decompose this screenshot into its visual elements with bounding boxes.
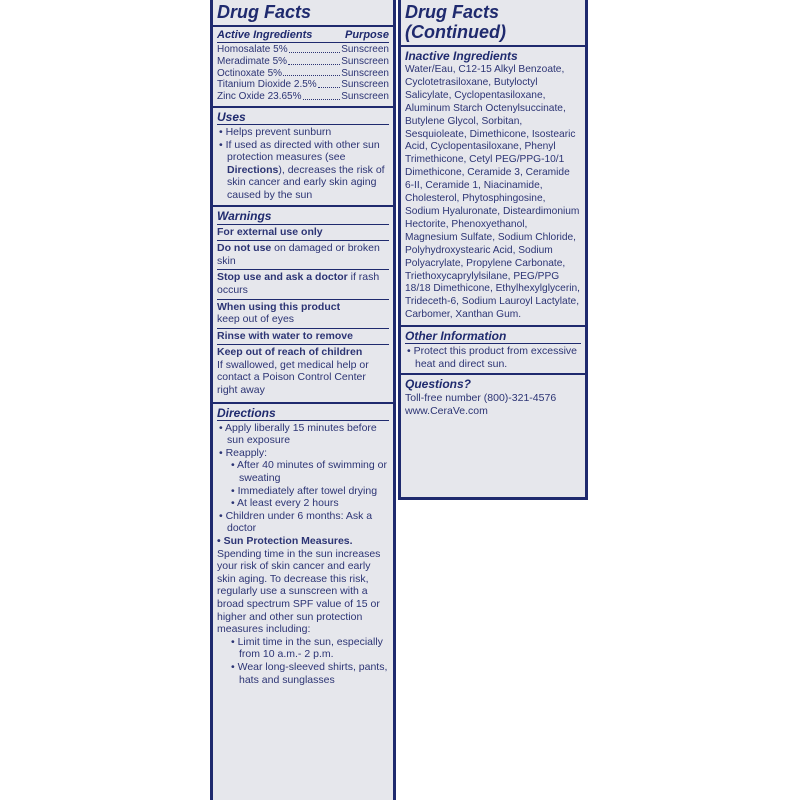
uses-section xyxy=(213,106,393,205)
ingredient-row xyxy=(217,91,389,103)
ingredient-purpose: Sunscreen xyxy=(341,67,389,79)
sun-protection-text: Spending time in the sun increases your risk of skin cancer and early skin aging. To decrease this risk, regularly use a sunscreen with a broad spectrum SPF value of 15 or higher and other sun protection measures including: xyxy=(217,547,381,636)
rinse-warning: Rinse with water to remove xyxy=(217,328,389,345)
ingredient-row xyxy=(217,56,389,68)
do-not-use-warning: Do not use on damaged or broken skin xyxy=(217,240,389,269)
ingredient-name: Titanium Dioxide 2.5% xyxy=(217,79,317,91)
reapply-bullet: • At least every 2 hours xyxy=(231,497,339,510)
inactive-ingredients-list: Water/Eau, C12-15 Alkyl Benzoate, Cyclotetrasiloxane, Butyloctyl Salicylate, Cyclopentasiloxane, Aluminum Starch Octenylsuccinate, Butylene Glycol, Sorbitan, Sesquioleate, Dimethicone, Isostearic Acid, Cyclopentasiloxane, Phenyl Trimethicone, Cetyl PEG/PPG-10/1 Dimethicone, Ceramide 3, Ceramide 6-II, Ceramide 1, Niacinamide, Cholesterol, Phytosphingosine, Sodium Hyaluronate, Disteardimonium Hectorite, Phenoxyethanol, Magnesium Sulfate, Sodium Chloride, Polyhydroxystearic Acid, Sodium Polyacrylate, Propylene Carbonate, Triethoxycaprylylsilane, PEG/PPG 18/18 Dimethicone, Ethylhexylglycerin, Trideceth-6, Sodium Lauroyl Lactylate, Carbomer, Xanthan Gum. xyxy=(405,64,580,321)
reapply-bullet: • After 40 minutes of swimming or sweating xyxy=(231,459,387,485)
continued-subtitle: (Continued) xyxy=(405,22,506,42)
warnings-heading: Warnings xyxy=(217,208,272,223)
title-section xyxy=(213,0,393,25)
directions-section xyxy=(213,402,393,689)
questions-heading: Questions? xyxy=(405,377,472,392)
directions-heading: Directions xyxy=(217,406,389,421)
website: www.CeraVe.com xyxy=(405,404,488,417)
ingredient-name: Homosalate 5% xyxy=(217,44,288,55)
ingredient-row xyxy=(217,44,389,56)
active-ingredients-section xyxy=(213,25,393,106)
directions-bullet: • Apply liberally 15 minutes before sun exposure xyxy=(219,421,377,447)
ingredient-purpose: Sunscreen xyxy=(341,44,389,55)
ingredient-purpose: Sunscreen xyxy=(341,91,389,103)
ingredient-purpose: Sunscreen xyxy=(341,55,389,67)
phone-number: Toll-free number (800)-321-4576 xyxy=(405,392,557,405)
external-use-warning: For external use only xyxy=(217,224,389,241)
reapply-bullet: • Immediately after towel drying xyxy=(231,484,378,497)
ingredient-row xyxy=(217,79,389,91)
inactive-ingredients-section xyxy=(401,45,585,325)
uses-bullet: • If used as directed with other sun protection measures (see Directions), decreases the risk of skin cancer and early skin aging caused by the sun xyxy=(219,138,385,201)
uses-heading: Uses xyxy=(217,110,389,125)
ingredient-purpose: Sunscreen xyxy=(341,79,389,91)
other-information-section xyxy=(401,325,585,373)
drug-facts-title: Drug Facts xyxy=(405,2,500,22)
drug-facts-title: Drug Facts xyxy=(217,2,312,22)
questions-section xyxy=(401,373,585,420)
other-information-bullet: • Protect this product from excessive heat and direct sun. xyxy=(407,345,577,370)
children-warning: Keep out of reach of children If swallowed, get medical help or contact a Poison Control Center right away xyxy=(217,344,389,398)
ingredient-name: Octinoxate 5% xyxy=(217,67,283,79)
purpose-heading: Purpose xyxy=(344,29,389,41)
continued-title-section xyxy=(401,0,585,45)
ingredient-row xyxy=(217,68,389,80)
uses-bullet: • Helps prevent sunburn xyxy=(219,125,332,138)
directions-bullet: • Children under 6 months: Ask a doctor xyxy=(219,509,373,535)
sun-protection-heading: • Sun Protection Measures. xyxy=(217,535,353,548)
active-ingredients-header xyxy=(217,29,389,43)
sun-protection-bullet: • Limit time in the sun, especially from 10 a.m.- 2 p.m. xyxy=(231,635,383,661)
when-using-warning: When using this product keep out of eyes xyxy=(217,299,389,328)
sun-protection-bullet: • Wear long-sleeved shirts, pants, hats and sunglasses xyxy=(231,660,388,686)
inactive-ingredients-heading: Inactive Ingredients xyxy=(405,49,518,63)
warnings-section xyxy=(213,205,393,402)
active-ingredients-heading: Active Ingredients xyxy=(217,29,313,41)
other-information-heading: Other Information xyxy=(405,329,581,344)
stop-use-warning: Stop use and ask a doctor if rash occurs xyxy=(217,269,389,298)
ingredient-name: Zinc Oxide 23.65% xyxy=(217,91,302,103)
directions-bullet: • Reapply: xyxy=(219,446,268,459)
drug-facts-panel-right xyxy=(398,0,588,500)
ingredient-name: Meradimate 5% xyxy=(217,55,288,67)
drug-facts-panel-left xyxy=(210,0,396,800)
